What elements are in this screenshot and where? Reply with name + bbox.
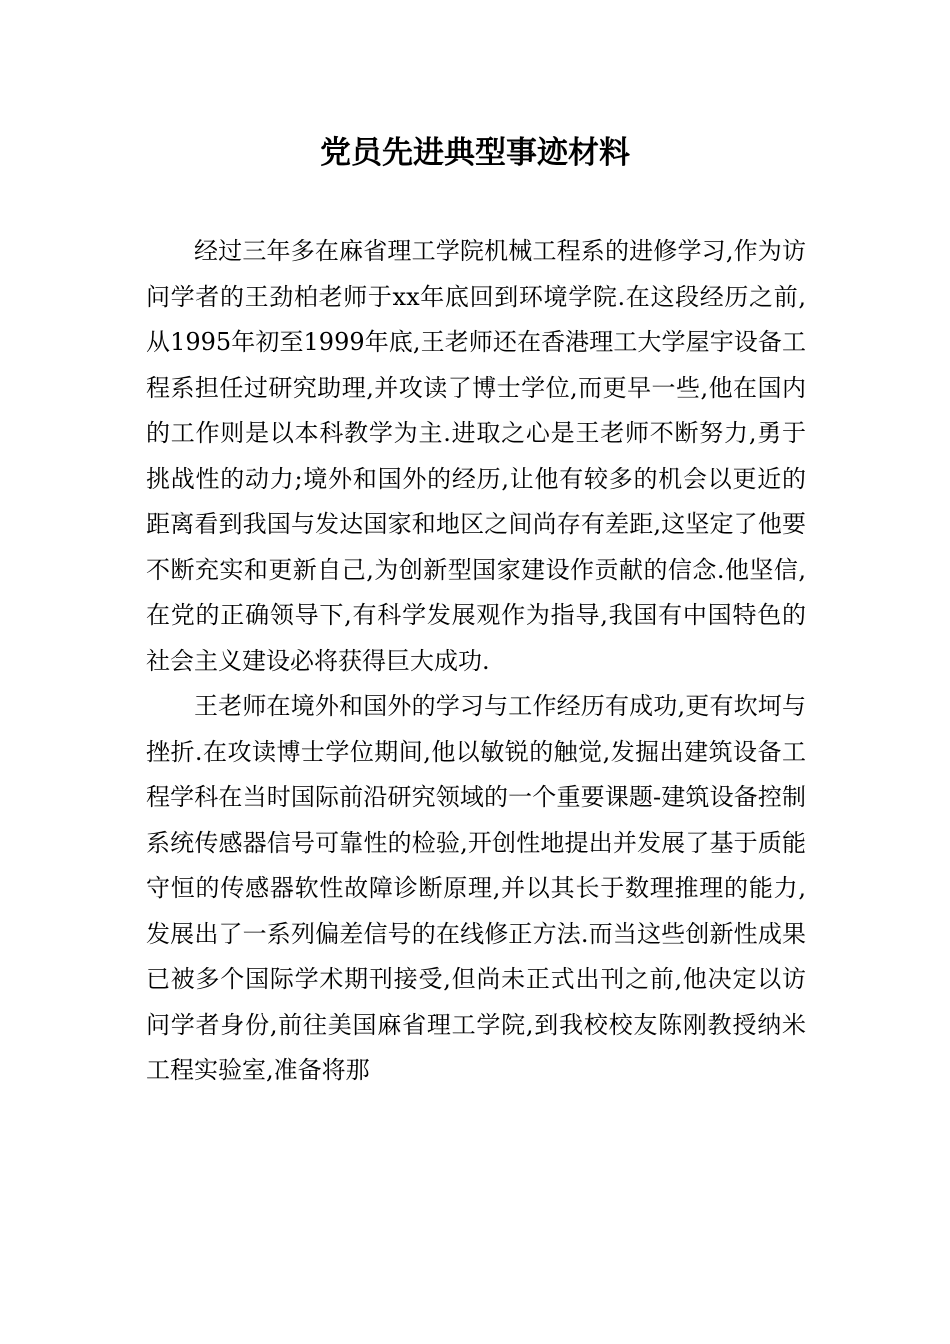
document-body: [146, 229, 806, 1094]
paragraph-2: 王老师在境外和国外的学习与工作经历有成功,更有坎坷与挫折.在攻读博士学位期间,他以敏锐的触觉,发掘出建筑设备工程学科在当时国际前沿研究领域的一个重要课题-建筑设备控制系统传感器信号可靠性的检验,开创性地提出并发展了基于质能守恒的传感器软性故障诊断原理,并以其长于数理推理的能力,发展出了一系列偏差信号的在线修正方法.而当这些创新性成果已被多个国际学术期刊接受,但尚未正式出刊之前,他决定以访问学者身份,前往美国麻省理工学院,到我校校友陈刚教授纳米工程实验室,准备将那: [146, 692, 806, 1084]
document-title: 党员先进典型事迹材料: [320, 135, 630, 171]
paragraph-1: 经过三年多在麻省理工学院机械工程系的进修学习,作为访问学者的王劲柏老师于xx年底回到环境学院.在这段经历之前,从1995年初至1999年底,王老师还在香港理工大学屋宇设备工程系担任过研究助理,并攻读了博士学位,而更早一些,他在国内的工作则是以本科教学为主.进取之心是王老师不断努力,勇于挑战性的动力;境外和国外的经历,让他有较多的机会以更近的距离看到我国与发达国家和地区之间尚存有差距,这坚定了他要不断充实和更新自己,为创新型国家建设作贡献的信念.他坚信,在党的正确领导下,有科学发展观作为指导,我国有中国特色的社会主义建设必将获得巨大成功.: [146, 237, 806, 675]
